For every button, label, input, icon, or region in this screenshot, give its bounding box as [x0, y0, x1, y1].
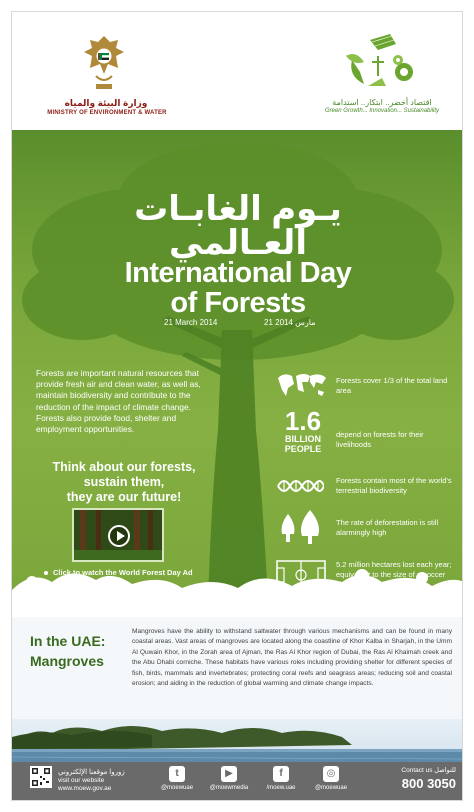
- qr-code-icon[interactable]: [30, 766, 52, 788]
- instagram-icon: ◎: [323, 766, 339, 782]
- instagram-handle: @moewuae: [314, 785, 348, 791]
- twitter-icon: t: [169, 766, 185, 782]
- date-arabic: 21 مارس 2014: [264, 318, 316, 327]
- intro-paragraph: Forests are important natural resources that provide fresh air and clean water, as well as, maintain biodiversity and contribute to the reduction of the impact of climate change. Forests also provide food, shelter and employment opportunities.: [36, 368, 201, 435]
- stat-forest-cover: Forests cover 1/3 of the total land area: [336, 376, 448, 395]
- watch-video-label: Click to watch the World Forest Day Ad: [53, 568, 193, 577]
- visit-website-arabic: زوروا موقعنا الإلكتروني: [58, 769, 125, 776]
- uae-paragraph: Mangroves have the ability to withstand saltwater through various mechanisms and can be found in many coastal areas. Vast areas of mangroves are located along the coastline of Khor Kalba in Sharjah, in the Umm Al Quwain Khor, in the Zorah area of Ajman, the Ras Al Khor region of Dubai, the Ras Al Khaimah creek and the Abu Dhabi corniche. These habitats have various roles including providing shelter for different species of fish, birds, mammals and invertebrates; protecting coral reefs and seagrass areas; reducing soil and coastal erosion; and aiding in the reduction of global warming and climate change impacts.: [132, 628, 452, 688]
- slogan: [28, 460, 220, 505]
- initiative-arabic: اقتصاد أخضر.. ابتكار.. استدامة: [332, 98, 432, 107]
- poster: [11, 11, 463, 801]
- hero-title-english: [52, 258, 424, 318]
- green-growth-logo-icon: [342, 32, 420, 94]
- uae-heading: In the UAE:: [30, 633, 106, 649]
- hero-title-english-line1: International Day: [124, 257, 352, 289]
- youtube-handle: @moewmedia: [209, 785, 249, 791]
- footer: [12, 762, 463, 801]
- slogan-line1: Think about our forests,: [52, 460, 196, 474]
- contact-us[interactable]: [384, 766, 456, 791]
- twitter-link[interactable]: [150, 766, 204, 791]
- uae-emblem-icon: [82, 34, 126, 92]
- facebook-handle: /moew.uae: [266, 785, 296, 791]
- instagram-link[interactable]: [304, 766, 358, 791]
- stat-livelihoods: depend on forests for their livelihoods: [336, 430, 424, 449]
- youtube-icon: ▶: [221, 766, 237, 782]
- watch-video-link[interactable]: [44, 568, 193, 577]
- world-map-icon: [274, 370, 328, 400]
- visit-website-label: visit our website: [58, 777, 105, 784]
- uae-subheading: Mangroves: [30, 653, 104, 669]
- contact-label: Contact us للتواصل: [401, 767, 456, 774]
- hero-title-arabic-line1: يـوم الغابـات: [134, 190, 342, 228]
- hero-title-english-line2: of Forests: [170, 287, 306, 319]
- ministry-name-arabic: وزارة البيئة والمياه: [64, 98, 148, 108]
- ministry-name-english: MINISTRY OF ENVIRONMENT & WATER: [47, 110, 167, 116]
- stat-biodiversity: Forests contain most of the world's terrestrial biodiversity: [336, 476, 452, 495]
- slogan-line2: sustain them,: [83, 475, 165, 489]
- trees-deforestation-icon: [276, 510, 326, 544]
- stat-big-unit: BILLION: [285, 434, 321, 444]
- slogan-line3: they are our future!: [66, 490, 182, 504]
- soccer-field-icon: [276, 560, 326, 590]
- youtube-link[interactable]: [202, 766, 256, 791]
- header: [12, 12, 463, 130]
- bullet-icon: [44, 571, 48, 575]
- forest-hero: [12, 130, 463, 620]
- twitter-handle: @moewuae: [160, 785, 194, 791]
- dna-biodiversity-icon: [276, 476, 324, 496]
- stat-deforestation: The rate of deforestation is still alarmingly high: [336, 518, 439, 537]
- stat-hectares-lost: 5.2 million hectares lost each year; equivalent to the size of a soccer field every second: [336, 560, 452, 589]
- facebook-link[interactable]: [254, 766, 308, 791]
- stat-big-number: 1.6: [284, 406, 322, 436]
- stat-big-people: PEOPLE: [284, 444, 322, 454]
- stat-billion-people: [278, 408, 328, 454]
- hero-title-arabic-line2: العـالمي: [169, 224, 307, 262]
- initiative-english: Green Growth... Innovation... Sustainability: [324, 108, 440, 114]
- facebook-icon: f: [273, 766, 289, 782]
- play-icon[interactable]: [108, 525, 130, 547]
- hero-title-arabic: [52, 192, 424, 260]
- video-thumbnail[interactable]: [72, 508, 164, 562]
- contact-phone: 800 3050: [401, 776, 456, 791]
- website-link[interactable]: www.moew.gov.ae: [58, 785, 112, 792]
- date-english: 21 March 2014: [164, 318, 218, 327]
